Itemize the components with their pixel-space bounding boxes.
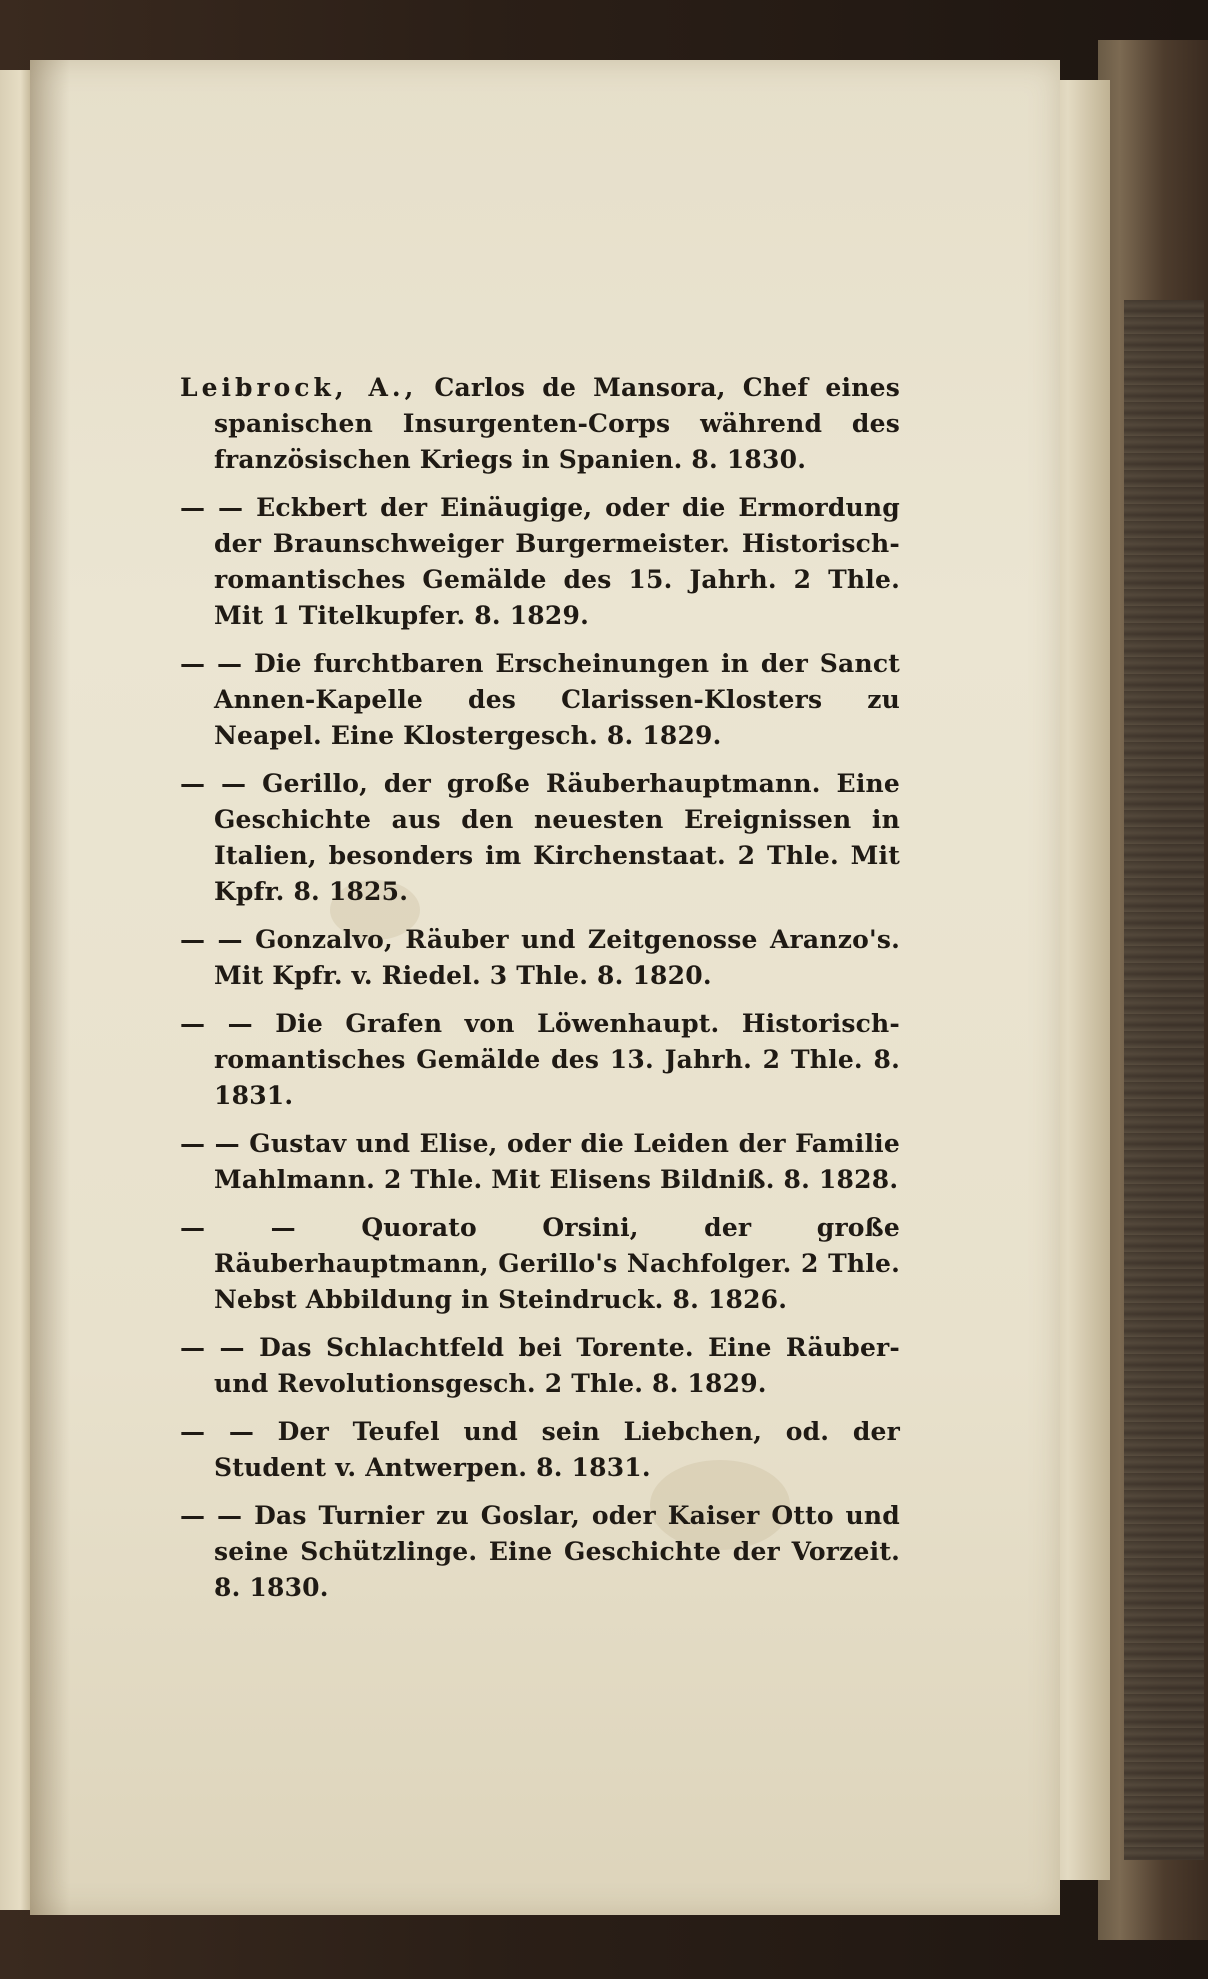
catalog-entry: — — Gustav und Elise, oder die Leiden der Familie Mahlmann. 2 Thle. Mit Elisens Bildniß. 8. 1828. [180,1129,900,1194]
entry-author: Leibrock, A., [180,373,418,402]
catalog-entry: — — Quorato Orsini, der große Räuberhauptmann, Gerillo's Nachfolger. 2 Thle. Nebst Abbildung in Steindruck. 8. 1826. [180,1213,900,1314]
catalog-entries [180,370,900,1618]
catalog-entry: — — Der Teufel und sein Liebchen, od. der Student v. Antwerpen. 8. 1831. [180,1417,900,1482]
page-gutter [30,60,70,1915]
cover-texture [1124,300,1204,1860]
catalog-entry: — — Das Schlachtfeld bei Torente. Eine Räuber- und Revolutionsgesch. 2 Thle. 8. 1829. [180,1333,900,1398]
catalog-entry: — — Gonzalvo, Räuber und Zeitgenosse Aranzo's. Mit Kpfr. v. Riedel. 3 Thle. 8. 1820. [180,925,900,990]
catalog-entry: — — Die Grafen von Löwenhaupt. Historisch-romantisches Gemälde des 13. Jahrh. 2 Thle. 8. 1831. [180,1009,900,1110]
catalog-entry: — — Das Turnier zu Goslar, oder Kaiser Otto und seine Schützlinge. Eine Geschichte der Vorzeit. 8. 1830. [180,1501,900,1602]
book-page [30,60,1060,1915]
entry-text: Carlos de Mansora, Chef eines spanischen Insurgenten-Corps während des französischen Kriegs in Spanien. 8. 1830. [214,373,900,474]
catalog-entry: — — Gerillo, der große Räuberhauptmann. Eine Geschichte aus den neuesten Ereignissen in Italien, besonders im Kirchenstaat. 2 Thle. Mit Kpfr. 8. 1825. [180,769,900,906]
catalog-entry [180,370,900,478]
catalog-entry: — — Eckbert der Einäugige, oder die Ermordung der Braunschweiger Burgermeister. Historisch-romantisches Gemälde des 15. Jahrh. 2 Thle. Mit 1 Titelkupfer. 8. 1829. [180,493,900,630]
catalog-entry: — — Die furchtbaren Erscheinungen in der Sanct Annen-Kapelle des Clarissen-Klosters zu Neapel. Eine Klostergesch. 8. 1829. [180,649,900,750]
